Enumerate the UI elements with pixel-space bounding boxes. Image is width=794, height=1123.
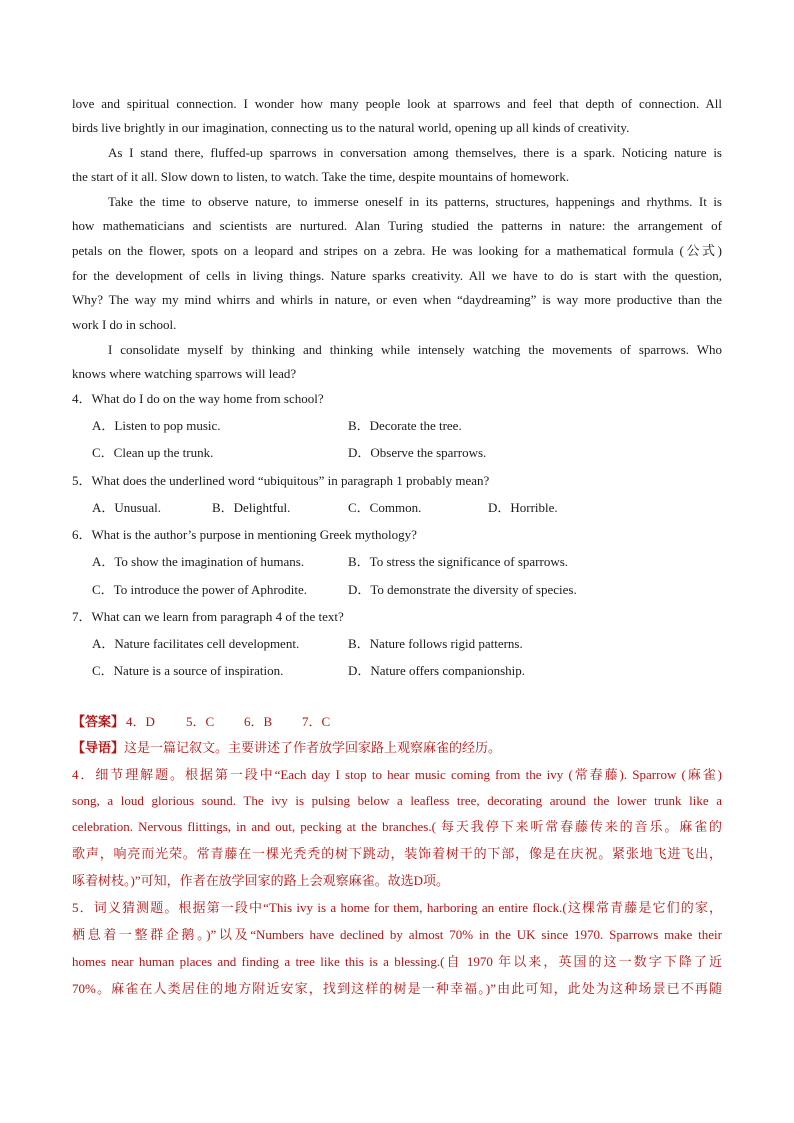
option-b: B．Delightful.: [212, 500, 291, 515]
passage-line: how mathematicians and scientists are nurtured. Alan Turing studied the patterns in nature: the arrangement of: [72, 218, 722, 233]
option-d: D．Observe the sparrows.: [348, 445, 487, 460]
guide-text: 这是一篇记叙文。主要讲述了作者放学回家路上观察麻雀的经历。: [124, 740, 502, 755]
explanation-line: 啄着树枝。)”可知，作者在放学回家的路上会观察麻雀。故选D项。: [72, 873, 449, 888]
option-b: B．To stress the significance of sparrows.: [348, 554, 569, 569]
passage-line: As I stand there, fluffed-up sparrows in conversation among themselves, there is a spark. Noticing nature is: [108, 145, 722, 160]
passage-line: birds live brightly in our imagination, connecting us to the natural world, opening up all kinds of creativity.: [72, 120, 630, 135]
option-c: C．Clean up the trunk.: [92, 445, 214, 460]
answer-item: 7．C: [302, 714, 331, 729]
explanation-line: 歌声，响亮而光荣。常青藤在一棵光秃秃的树下跳动，装饰着树干的下部，像是在庆祝。紧张地飞进飞出，: [72, 846, 722, 861]
passage-line: the start of it all. Slow down to listen, to watch. Take the time, despite mountains of homework.: [72, 169, 570, 184]
option-a: A．To show the imagination of humans.: [92, 554, 305, 569]
option-a: A．Listen to pop music.: [92, 418, 221, 433]
answer-item: 6．B: [244, 714, 273, 729]
question-stem: 6．What is the author’s purpose in mentioning Greek mythology?: [72, 527, 417, 542]
option-b: B．Nature follows rigid patterns.: [348, 636, 523, 651]
answer-item: 5．C: [186, 714, 215, 729]
option-c: C．Nature is a source of inspiration.: [92, 663, 284, 678]
option-a: A．Unusual.: [92, 500, 161, 515]
question-stem: 4．What do I do on the way home from school?: [72, 391, 324, 406]
passage-line: work I do in school.: [72, 317, 177, 332]
passage-line: for the development of cells in living things. Nature sparks creativity. All we have to do is start with the question,: [72, 268, 722, 283]
guide-line: [72, 739, 501, 757]
explanation-line: 70%。麻雀在人类居住的地方附近安家，找到这样的树是一种幸福。)”由此可知，此处为这种场景已不再随: [72, 981, 722, 996]
explanation-line: 4．细节理解题。根据第一段中“Each day I stop to hear music coming from the ivy (常春藤). Sparrow (麻雀): [72, 767, 722, 782]
question-stem: 5．What does the underlined word “ubiquitous” in paragraph 1 probably mean?: [72, 473, 490, 488]
passage-line: petals on the flower, spots on a leopard and stripes on a zebra. He was looking for a mathematical formula (公式): [72, 243, 722, 258]
option-d: D．Horrible.: [488, 500, 558, 515]
option-c: C．To introduce the power of Aphrodite.: [92, 582, 307, 597]
passage-line: I consolidate myself by thinking and thinking while intensely watching the movements of sparrows. Who: [108, 342, 722, 357]
explanation-line: celebration. Nervous flittings, in and out, pecking at the branches.( 每天我停下来听常春藤传来的音乐。麻雀的: [72, 819, 722, 834]
option-c: C．Common.: [348, 500, 422, 515]
explanation-line: 5．词义猜测题。根据第一段中“This ivy is a home for them, harboring an entire flock.(这棵常青藤是它们的家，: [72, 900, 722, 915]
guide-label: 【导语】: [72, 740, 125, 755]
option-a: A．Nature facilitates cell development.: [92, 636, 300, 651]
option-b: B．Decorate the tree.: [348, 418, 462, 433]
explanation-line: homes near human places and finding a tree like this is a blessing.(自 1970 年以来，英国的这一数字下降了近: [72, 954, 722, 969]
answer-label: 【答案】: [72, 714, 125, 729]
passage-line: Why? The way my mind whirrs and whirls in nature, or even when “daydreaming” is way more productive than the: [72, 292, 722, 307]
passage-line: Take the time to observe nature, to immerse oneself in its patterns, structures, happenings and rhythms. It is: [108, 194, 722, 209]
explanation-line: 栖息着一整群企鹅。)”以及“Numbers have declined by almost 70% in the UK since 1970. Sparrows make their: [72, 927, 722, 942]
option-d: D．To demonstrate the diversity of species.: [348, 582, 577, 597]
passage-line: love and spiritual connection. I wonder how many people look at sparrows and feel that depth of connection. All: [72, 96, 722, 111]
explanation-line: song, a loud glorious sound. The ivy is pulsing below a leafless tree, decorating around the lower trunk like a: [72, 793, 722, 808]
option-d: D．Nature offers companionship.: [348, 663, 526, 678]
question-stem: 7．What can we learn from paragraph 4 of the text?: [72, 609, 344, 624]
answer-item: 4．D: [126, 714, 155, 729]
passage-line: knows where watching sparrows will lead?: [72, 366, 297, 381]
